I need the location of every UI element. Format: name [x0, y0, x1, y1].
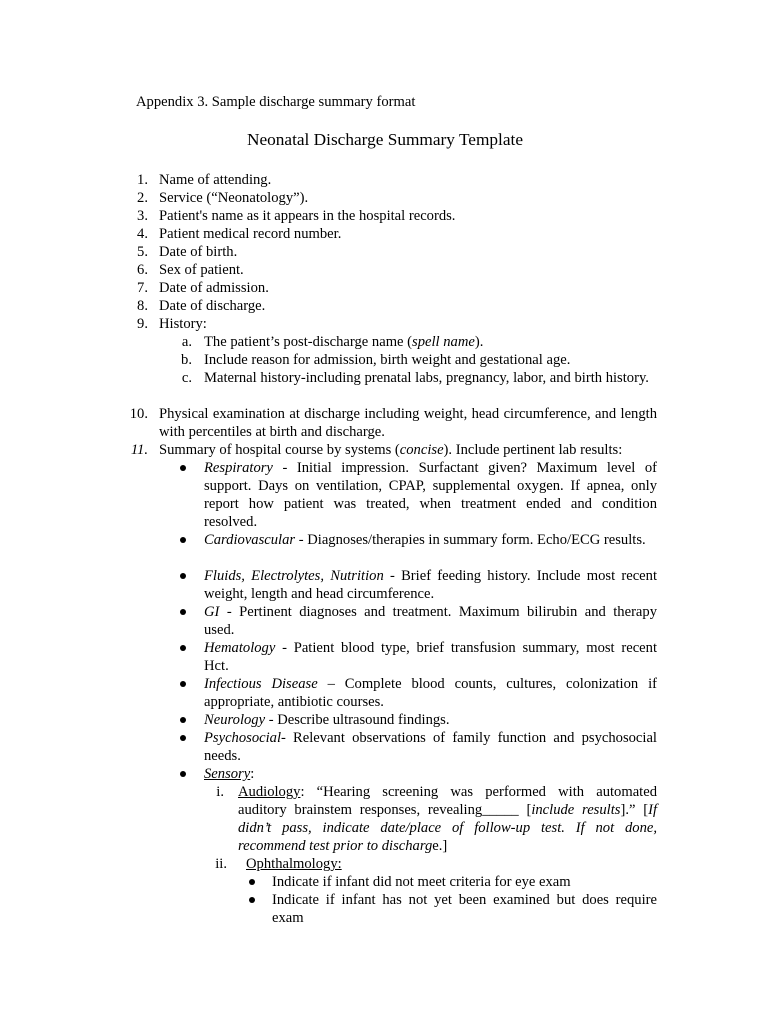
system-text: [204, 675, 657, 711]
item-number: 1.: [137, 172, 148, 188]
item-text: Patient's name as it appears in the hospital records.: [159, 208, 456, 224]
system-bullet: [0, 603, 770, 639]
system-label: Sensory: [204, 766, 251, 782]
system-label: Fluids, Electrolytes, Nutrition: [204, 568, 384, 584]
list-item: [0, 189, 770, 207]
ophthalmology-item: [0, 855, 770, 873]
item-text: Service (“Neonatology”).: [159, 190, 309, 206]
audiology-text-part: : “Hearing screening was performed with automated auditory brainstem responses, revealing_____ [: [238, 784, 657, 818]
roman-numeral: ii.: [215, 856, 227, 872]
item-text: Physical examination at discharge including weight, head circumference, and length with percentiles at birth and discharge.: [159, 406, 657, 440]
appendix-label: Appendix 3. Sample discharge summary format: [136, 94, 416, 110]
list-item: [0, 315, 770, 333]
item-text: Patient medical record number.: [159, 226, 342, 242]
subitem-text: Include reason for admission, birth weight and gestational age.: [204, 352, 571, 368]
system-description: - Pertinent diagnoses and treatment. Maximum bilirubin and therapy used.: [204, 604, 657, 638]
history-subitem: [0, 333, 770, 351]
system-text: [204, 765, 254, 783]
bullet-icon: [249, 879, 255, 885]
bullet-text: Indicate if infant did not meet criteria for eye exam: [272, 874, 571, 890]
bullet-icon: [249, 897, 255, 903]
bullet-icon: [180, 735, 186, 741]
list-item: [0, 243, 770, 261]
subitem-letter: c.: [181, 370, 192, 386]
system-label: Neurology: [204, 712, 266, 728]
history-subitem: [0, 369, 770, 405]
bullet-icon: [180, 609, 186, 615]
system-text: [204, 711, 450, 729]
bullet-icon: [180, 771, 186, 777]
audiology-text-part: e.]: [432, 838, 448, 854]
subitem-text: [204, 333, 483, 351]
system-text: [204, 459, 657, 531]
ophthalmology-label: Ophthalmology:: [246, 856, 342, 872]
system-label: Cardiovascular: [204, 532, 296, 548]
system-text: [204, 567, 657, 603]
system-bullet: [0, 675, 770, 711]
system-bullet: [0, 729, 770, 765]
ophthalmology-bullet: [0, 873, 770, 891]
bullet-icon: [180, 573, 186, 579]
subitem-letter: b.: [181, 352, 192, 368]
bullet-icon: [180, 717, 186, 723]
system-bullet: [0, 711, 770, 729]
list-item: [0, 297, 770, 315]
system-bullet: [0, 567, 770, 603]
item-number: 6.: [137, 262, 148, 278]
item-number: 5.: [137, 244, 148, 260]
ophthalmology-bullet: [0, 891, 770, 927]
system-description: - Diagnoses/therapies in summary form. Echo/ECG results.: [295, 532, 646, 548]
system-bullet: [0, 459, 770, 531]
subitem-text-part: The patient’s post-discharge name (: [204, 334, 413, 350]
item-number: 4.: [137, 226, 148, 242]
bullet-icon: [180, 645, 186, 651]
subitem-letter: a.: [181, 334, 192, 350]
item-number: 2.: [137, 190, 148, 206]
item-text: Date of birth.: [159, 244, 238, 260]
page-title: Neonatal Discharge Summary Template: [246, 130, 523, 149]
bullet-icon: [180, 537, 186, 543]
item-number: 9.: [137, 316, 148, 332]
numbered-list: [0, 171, 770, 927]
system-text: [204, 639, 657, 675]
subitem-emphasis: spell name: [412, 334, 475, 350]
list-item: [0, 279, 770, 297]
system-bullet: [0, 639, 770, 675]
system-description: – Complete blood counts, cultures, colonization if appropriate, antibiotic courses.: [204, 676, 657, 710]
roman-numeral: i.: [216, 784, 224, 800]
audiology-text: [238, 783, 657, 855]
list-item: [0, 207, 770, 225]
item-number: 11.: [130, 442, 148, 458]
bullet-icon: [180, 681, 186, 687]
system-bullet: [0, 765, 770, 783]
audiology-item: [0, 783, 770, 855]
subitem-text: Maternal history-including prenatal labs, pregnancy, labor, and birth history.: [204, 370, 649, 386]
system-text: [204, 531, 657, 549]
system-description: - Initial impression. Surfactant given? Maximum level of support. Days on ventilation, CPAP, supplemental oxygen. If apnea, only report how patient was treated, when treatment ended and condition resolved.: [204, 460, 657, 530]
system-label: GI: [204, 604, 220, 620]
subitem-text-part: ).: [474, 334, 484, 350]
item-number: 7.: [137, 280, 148, 296]
system-text: [204, 729, 657, 765]
system-label: Infectious Disease: [204, 676, 318, 692]
item-text-part: Summary of hospital course by systems (: [159, 442, 400, 458]
audiology-text-part: ].” [: [620, 802, 649, 818]
system-label: Respiratory: [204, 460, 273, 476]
system-description: :: [250, 766, 255, 782]
item-number: 10.: [129, 406, 148, 422]
system-label: Psychosocial: [204, 730, 282, 746]
item-text-part: ). Include pertinent lab results:: [443, 442, 623, 458]
system-label: Hematology: [204, 640, 276, 656]
system-description: - Relevant observations of family function and psychosocial needs.: [204, 730, 657, 764]
item-text: Date of discharge.: [159, 298, 266, 314]
system-bullet: [0, 531, 770, 567]
audiology-emphasis: If didn’t pass, indicate date/place of follow-up test. If not done, recommend test prior to discharg: [238, 802, 657, 854]
bullet-text: Indicate if infant has not yet been examined but does require exam: [272, 892, 657, 926]
list-item: [0, 405, 770, 441]
item-text: History:: [159, 316, 207, 332]
item-number: 8.: [137, 298, 148, 314]
system-text: [204, 603, 657, 639]
list-item: [0, 441, 770, 459]
system-description: - Patient blood type, brief transfusion summary, most recent Hct.: [204, 640, 657, 674]
list-item: [0, 225, 770, 243]
item-text: Date of admission.: [159, 280, 269, 296]
list-item: [0, 171, 770, 189]
item-emphasis: concise: [399, 442, 444, 458]
audiology-label: Audiology: [238, 784, 301, 800]
item-text: Sex of patient.: [159, 262, 244, 278]
item-text: Name of attending.: [159, 172, 272, 188]
item-text: [159, 441, 622, 459]
list-item: [0, 261, 770, 279]
system-description: - Brief feeding history. Include most recent weight, length and head circumference.: [204, 568, 658, 602]
system-description: - Describe ultrasound findings.: [265, 712, 450, 728]
bullet-icon: [180, 465, 186, 471]
history-subitem: [0, 351, 770, 369]
item-number: 3.: [137, 208, 148, 224]
audiology-emphasis: include results: [531, 802, 621, 818]
